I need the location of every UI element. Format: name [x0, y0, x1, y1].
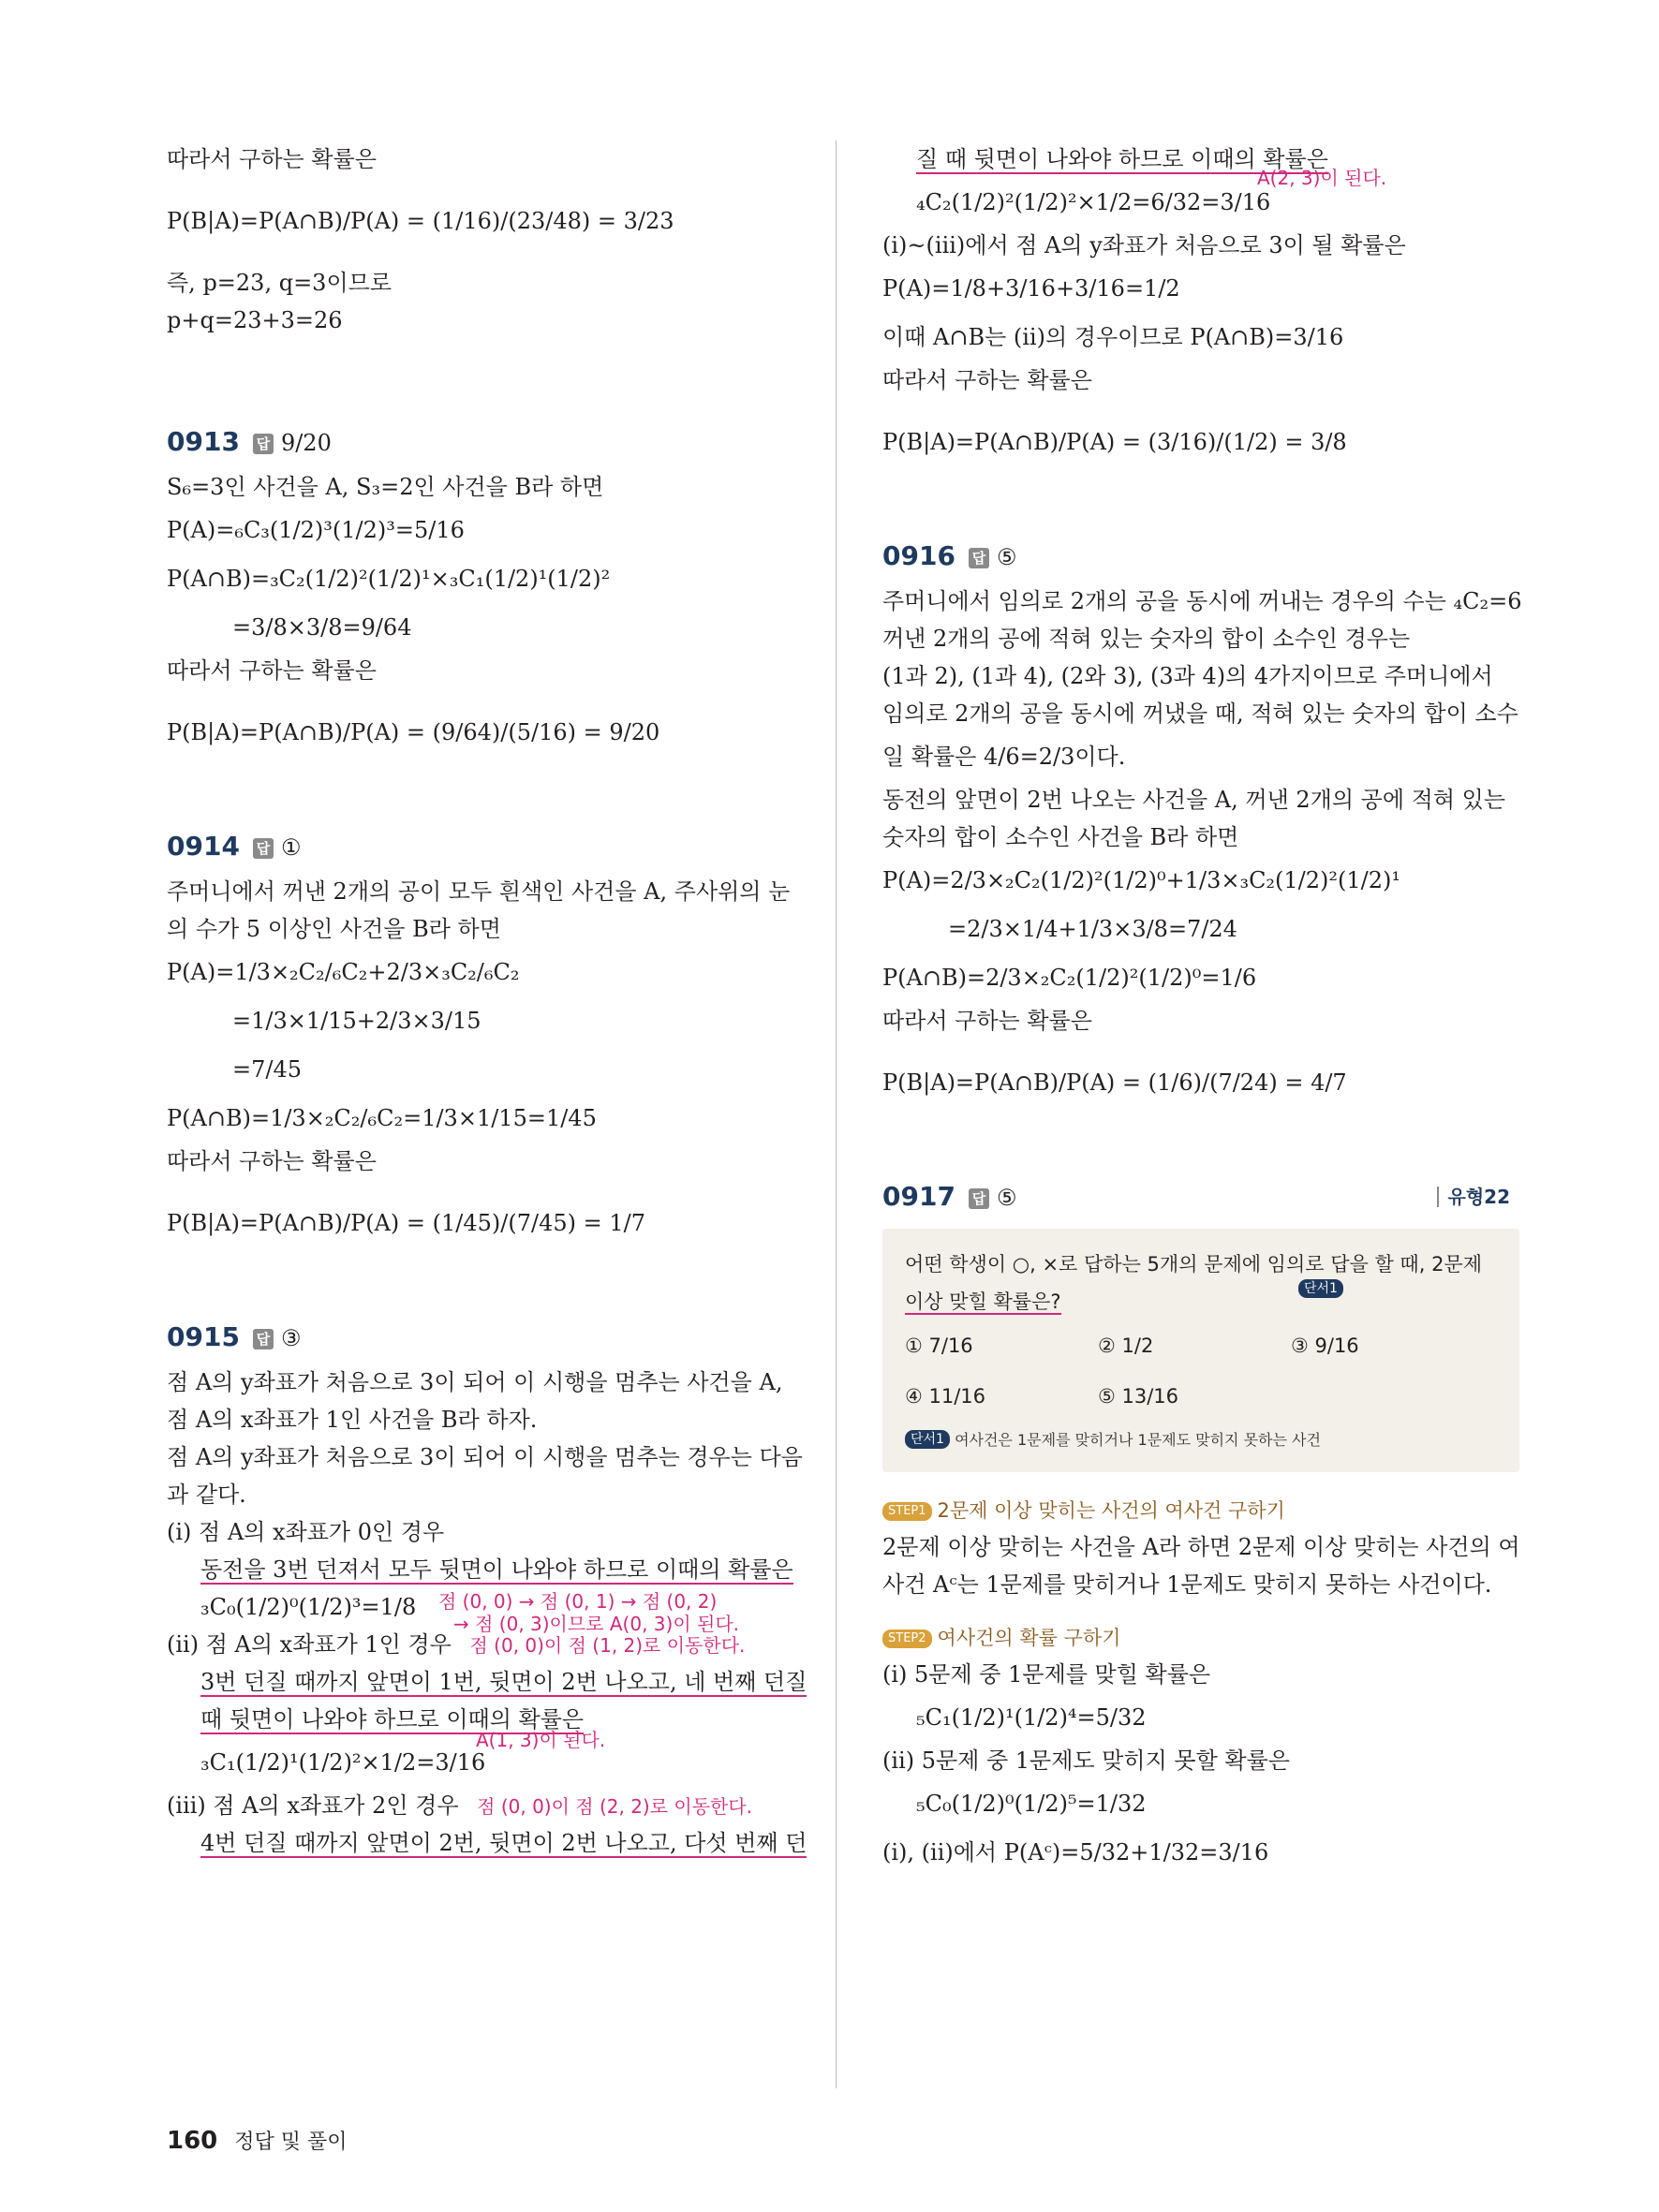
- text-line: 사건 Aᶜ는 1문제를 맞히거나 1문제도 맞히지 못하는 사건이다.: [882, 1571, 1492, 1598]
- hint-text: 여사건은 1문제를 맞히거나 1문제도 맞히지 못하는 사건: [955, 1431, 1321, 1449]
- problem-header-0916: [882, 530, 1519, 582]
- choice-item: ③ 9/16: [1291, 1335, 1359, 1357]
- text-line: 따라서 구하는 확률은: [882, 1008, 1092, 1034]
- equation: =7/45: [232, 1056, 303, 1083]
- equation: P(B|A)=P(A∩B)/P(A) = (1/45)/(7/45) = 1/7: [167, 1210, 645, 1236]
- equation: P(B|A)=P(A∩B)/P(A) = (1/6)/(7/24) = 4/7: [882, 1069, 1347, 1096]
- step-badge: STEP2: [882, 1630, 932, 1648]
- equation: P(A)=1/8+3/16+3/16=1/2: [882, 275, 1180, 302]
- text-line: 따라서 구하는 확률은: [167, 657, 377, 684]
- equation: ₄C₂(1/2)²(1/2)²×1/2=6/32=3/16: [916, 189, 1271, 215]
- annotation-note: → 점 (0, 3)이므로 A(0, 3)이 된다.: [453, 1613, 740, 1635]
- step-header: [882, 1618, 1519, 1656]
- equation: P(B|A)=P(A∩B)/P(A) = (3/16)/(1/2) = 3/8: [882, 429, 1347, 455]
- text-line: 이때 A∩B는 (ⅱ)의 경우이므로 P(A∩B)=3/16: [882, 324, 1344, 350]
- text-line: [167, 1824, 807, 1862]
- hint-badge: 단서1: [905, 1430, 950, 1449]
- equation: (ⅰ), (ⅱ)에서 P(Aᶜ)=5/32+1/32=3/16: [882, 1839, 1269, 1865]
- step-title: 여사건의 확률 구하기: [937, 1627, 1121, 1649]
- column-divider: [836, 140, 837, 2088]
- text-line: 일 확률은 4/6=2/3이다.: [882, 744, 1126, 770]
- choice-item: ① 7/16: [905, 1335, 973, 1357]
- question-line: [905, 1283, 1497, 1320]
- problem-number: 0915: [167, 1321, 240, 1352]
- answer-icon: 답: [253, 1329, 274, 1349]
- answer-value: ①: [280, 834, 302, 861]
- annotation-note: 점 (0, 0)이 점 (1, 2)로 이동한다.: [469, 1634, 746, 1657]
- text-line: 과 같다.: [167, 1482, 246, 1508]
- text-line: (ⅰ)~(ⅲ)에서 점 A의 y좌표가 처음으로 3이 될 확률은: [882, 232, 1406, 258]
- text-line: (ⅱ) 5문제 중 1문제도 맞히지 못할 확률은: [882, 1747, 1290, 1774]
- equation: P(A)=2/3×₂C₂(1/2)²(1/2)⁰+1/3×₃C₂(1/2)²(1/2)¹: [882, 867, 1400, 893]
- case-title-row: [167, 1626, 804, 1663]
- answer-value: ⑤: [996, 1185, 1017, 1211]
- equation-with-note: [167, 1588, 804, 1635]
- right-column: [882, 140, 1522, 1877]
- equation: ₃C₁(1/2)¹(1/2)²×1/2=3/16: [200, 1749, 486, 1776]
- left-column: [167, 140, 807, 1862]
- annotation-note: A(2, 3)이 된다.: [1257, 167, 1387, 189]
- text-line: 따라서 구하는 확률은: [167, 146, 377, 172]
- problem-header-0917: [882, 1171, 1519, 1223]
- case-title: (ⅱ) 점 A의 x좌표가 1인 경우: [167, 1631, 452, 1658]
- step-title: 2문제 이상 맞히는 사건의 여사건 구하기: [937, 1499, 1285, 1522]
- problem-header-0913: [167, 416, 804, 468]
- problem-header-0915: [167, 1311, 804, 1364]
- text-line: (ⅰ) 5문제 중 1문제를 맞힐 확률은: [882, 1661, 1211, 1688]
- text-line: 따라서 구하는 확률은: [167, 1148, 377, 1174]
- problem-number: 0913: [167, 426, 240, 457]
- text-line: 의 수가 5 이상인 사건을 B라 하면: [167, 916, 501, 942]
- text-line: 임의로 2개의 공을 동시에 꺼냈을 때, 적혀 있는 숫자의 합이 소수: [882, 700, 1518, 727]
- case-title-row: [167, 1787, 804, 1824]
- text-line: 꺼낸 2개의 공에 적혀 있는 숫자의 합이 소수인 경우는: [882, 626, 1411, 652]
- equation: P(A∩B)=1/3×₂C₂/₆C₂=1/3×1/15=1/45: [167, 1105, 597, 1131]
- underlined-text: 동전을 3번 던져서 모두 뒷면이 나와야 하므로 이때의 확률은: [200, 1556, 793, 1583]
- equation: P(B|A)=P(A∩B)/P(A) = (9/64)/(5/16) = 9/20: [167, 719, 660, 745]
- underlined-text: 이상 맞힐 확률은?: [905, 1290, 1061, 1313]
- equation: P(A∩B)=2/3×₂C₂(1/2)²(1/2)⁰=1/6: [882, 965, 1257, 991]
- question-line: 어떤 학생이 ○, ×로 답하는 5개의 문제에 임의로 답을 할 때, 2문제: [905, 1253, 1482, 1276]
- text-line: 점 A의 y좌표가 처음으로 3이 되어 이 시행을 멈추는 경우는 다음: [167, 1444, 803, 1470]
- answer-value: 9/20: [280, 430, 332, 456]
- text-line: 숫자의 합이 소수인 사건을 B라 하면: [882, 824, 1239, 850]
- text-line: 주머니에서 임의로 2개의 공을 동시에 꺼내는 경우의 수는 ₄C₂=6: [882, 588, 1522, 614]
- answer-icon: 답: [253, 434, 274, 454]
- text-line: 주머니에서 꺼낸 2개의 공이 모두 흰색인 사건을 A, 주사위의 눈: [167, 878, 791, 905]
- underlined-text: 질 때 뒷면이 나와야 하므로 이때의 확률은: [916, 146, 1328, 172]
- equation: P(A)=1/3×₂C₂/₆C₂+2/3×₃C₂/₆C₂: [167, 959, 520, 985]
- step-badge: STEP1: [882, 1502, 932, 1521]
- equation: ₅C₀(1/2)⁰(1/2)⁵=1/32: [916, 1791, 1147, 1817]
- equation: =2/3×1/4+1/3×3/8=7/24: [948, 916, 1237, 942]
- equation: P(A)=₆C₃(1/2)³(1/2)³=5/16: [167, 517, 465, 543]
- equation: ₅C₁(1/2)¹(1/2)⁴=5/32: [916, 1704, 1147, 1731]
- page-number: 160: [167, 2127, 218, 2155]
- text-line: 즉, p=23, q=3이므로: [167, 270, 393, 296]
- choice-grid: [905, 1320, 1497, 1422]
- text-line: 점 A의 y좌표가 처음으로 3이 되어 이 시행을 멈추는 사건을 A,: [167, 1369, 783, 1395]
- text-line: [167, 1701, 804, 1751]
- text-line: [882, 140, 1519, 189]
- problem-number: 0914: [167, 831, 240, 862]
- problem-number: 0916: [882, 540, 955, 571]
- choice-item: ⑤ 13/16: [1098, 1385, 1179, 1408]
- answer-value: ⑤: [996, 544, 1017, 570]
- answer-icon: 답: [253, 838, 274, 859]
- text-line: 동전의 앞면이 2번 나오는 사건을 A, 꺼낸 2개의 공에 적혀 있는: [882, 787, 1506, 813]
- annotation-note: A(1, 3)이 된다.: [476, 1729, 606, 1751]
- text-line: (1과 2), (1과 4), (2와 3), (3과 4)의 4가지이므로 주머니에서: [882, 663, 1493, 689]
- text-line: p+q=23+3=26: [167, 307, 343, 333]
- text-line: 2문제 이상 맞히는 사건을 A라 하면 2문제 이상 맞히는 사건의 여: [882, 1534, 1520, 1560]
- hint-badge: 단서1: [1298, 1279, 1343, 1298]
- equation: =1/3×1/15+2/3×3/15: [232, 1008, 481, 1034]
- text-line: 점 A의 x좌표가 1인 사건을 B라 하자.: [167, 1407, 538, 1433]
- problem-number: 0917: [882, 1181, 955, 1212]
- text-line: 따라서 구하는 확률은: [882, 367, 1092, 393]
- answer-value: ③: [280, 1325, 302, 1351]
- text-line: [167, 1663, 807, 1701]
- annotation-note: 점 (0, 0)이 점 (2, 2)로 이동한다.: [477, 1795, 753, 1818]
- case-title: (ⅲ) 점 A의 x좌표가 2인 경우: [167, 1792, 459, 1819]
- underlined-text: 4번 던질 때까지 앞면이 2번, 뒷면이 2번 나오고, 다섯 번째 던: [200, 1830, 807, 1856]
- step-header: [882, 1491, 1519, 1528]
- footer-label: 정답 및 풀이: [234, 2131, 348, 2154]
- answer-icon: 답: [969, 548, 989, 568]
- annotation-note: 점 (0, 0) → 점 (0, 1) → 점 (0, 2): [438, 1590, 718, 1613]
- page-footer: [167, 2126, 348, 2155]
- choice-item: ② 1/2: [1098, 1335, 1154, 1357]
- problem-box: [882, 1229, 1519, 1472]
- case-title: (ⅰ) 점 A의 x좌표가 0인 경우: [167, 1519, 445, 1545]
- underlined-text: 때 뒷면이 나와야 하므로 이때의 확률은: [200, 1706, 585, 1733]
- problem-header-0914: [167, 820, 804, 873]
- equation: ₃C₀(1/2)⁰(1/2)³=1/8: [200, 1594, 417, 1620]
- equation: =3/8×3/8=9/64: [232, 614, 412, 641]
- type-tag: 유형22: [1437, 1187, 1510, 1207]
- equation: P(A∩B)=₃C₂(1/2)²(1/2)¹×₃C₁(1/2)¹(1/2)²: [167, 566, 611, 592]
- underlined-text: 3번 던질 때까지 앞면이 1번, 뒷면이 2번 나오고, 네 번째 던질: [200, 1669, 807, 1695]
- hint-row: [905, 1422, 1497, 1459]
- text-line: S₆=3인 사건을 A, S₃=2인 사건을 B라 하면: [167, 474, 604, 500]
- choice-item: ④ 11/16: [905, 1385, 986, 1408]
- equation: P(B|A)=P(A∩B)/P(A) = (1/16)/(23/48) = 3/23: [167, 208, 674, 234]
- answer-icon: 답: [969, 1188, 989, 1209]
